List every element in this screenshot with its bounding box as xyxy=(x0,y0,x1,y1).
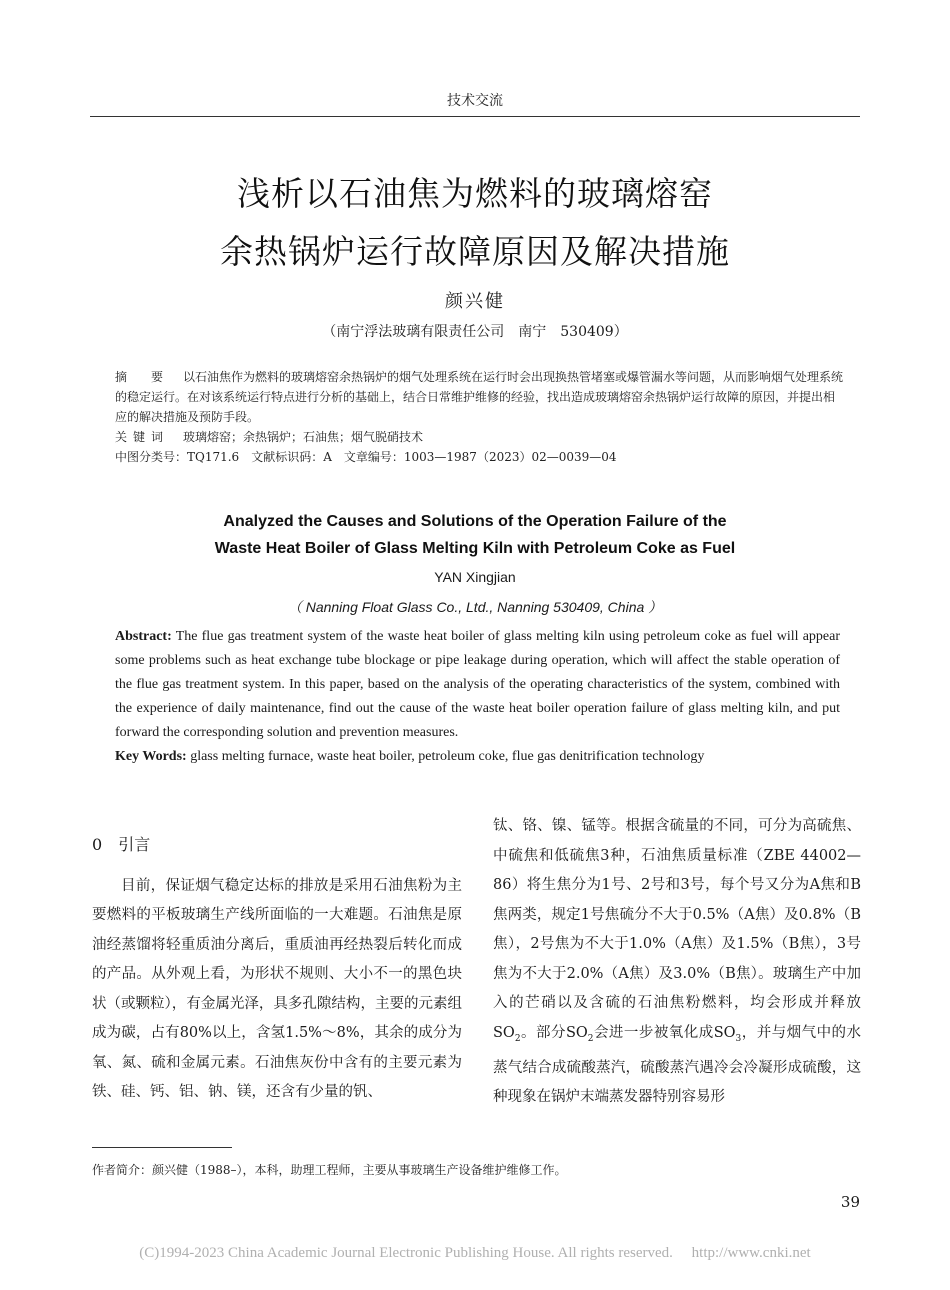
abstract-zh xyxy=(115,367,845,427)
right-text-b: 。部分 xyxy=(520,1024,566,1041)
abstract-en xyxy=(115,625,840,745)
abstract-en-block xyxy=(115,625,840,769)
intro-paragraph: 目前，保证烟气稳定达标的排放是采用石油焦粉为主要燃料的平板玻璃生产线所面临的一大难题。石油焦是原油经蒸馏将轻重质油分离后，重质油再经热裂后转化而成的产品。从外观上看，为形状不规则、大小不一的黑色块状（或颗粒），有金属光泽，具多孔隙结构，主要的元素组成为碳，占有80%以上，含氢1.5%～8%，其余的成分为氧、氮、硫和金属元素。石油焦灰份中含有的主要元素为铁、硅、钙、铝、钠、镁，还含有少量的钒、 xyxy=(92,877,462,1100)
section-header: 技术交流 xyxy=(447,93,503,109)
keywords-en-text: glass melting furnace, waste heat boiler, petroleum coke, flue gas denitrification technology xyxy=(190,749,705,764)
abstract-en-text: The flue gas treatment system of the waste heat boiler of glass melting kiln using petroleum coke as fuel will appear some problems such as heat exchange tube blockage or pipe leakage during operation, which will affect the stable operation of the flue gas treatment system. In this paper, based on the analysis of the operating characteristics of the system, combined with the experience of daily maintenance, find out the cause of the waste heat boiler operation failure of glass melting kiln, and put forward the corresponding solution and prevention measures. xyxy=(115,629,841,740)
header-divider xyxy=(90,116,860,117)
so2-formula-a: $SO_2$ xyxy=(493,1024,521,1044)
abstract-zh-block xyxy=(115,367,845,467)
keywords-zh-label: 关键词 xyxy=(115,430,170,444)
author-en: YAN Xingjian xyxy=(434,569,516,585)
copyright-watermark: (C)1994-2023 China Academic Journal Electronic Publishing House. All rights reserved. http://www.cnki.net xyxy=(139,1245,811,1261)
section-title: 引言 xyxy=(118,835,151,854)
page-number: 39 xyxy=(840,1193,860,1211)
so3-formula: $SO_3$ xyxy=(713,1024,742,1044)
affiliation-en: （ Nanning Float Glass Co., Ltd., Nanning 530409, China ） xyxy=(287,599,663,615)
section-heading xyxy=(92,830,462,860)
author-zh: 颜兴健 xyxy=(445,291,505,312)
title-en-line2: Waste Heat Boiler of Glass Melting Kiln with Petroleum Coke as Fuel xyxy=(214,540,736,557)
right-text-a: 钛、铬、镍、锰等。根据含硫量的不同，可分为高硫焦、中硫焦和低硫焦3种，石油焦质量标准（ZBE 44002—86）将生焦分为1号、2号和3号，每个号又分为A焦和B焦两类，规定1号焦硫分不大于0.5%（A焦）及0.8%（B焦），2号焦为不大于1.0%（A焦）及1.5%（B焦），3号焦为不大于2.0%（A焦）及3.0%（B焦）。玻璃生产中加入的芒硝以及含硫的石油焦粉燃料，均会形成并释放 xyxy=(493,818,861,1011)
right-text-c: 会进一步被氧化成 xyxy=(593,1024,714,1041)
author-footnote: 作者简介：颜兴健（1988–），本科，助理工程师，主要从事玻璃生产设备维护维修工作。 xyxy=(92,1163,567,1177)
title-en-line1: Analyzed the Causes and Solutions of the Operation Failure of the xyxy=(223,513,727,530)
classification-line: 中图分类号：TQ171.6 文献标识码：A 文章编号：1003—1987（2023）02—0039—04 xyxy=(115,450,617,464)
affiliation-zh: （南宁浮法玻璃有限责任公司 南宁 530409） xyxy=(322,324,628,340)
abstract-zh-label: 摘 要 xyxy=(115,370,170,384)
so2-formula-b: $SO_2$ xyxy=(565,1024,594,1044)
keywords-en-label: Key Words: xyxy=(115,749,187,764)
right-text-d: ，并与烟气中的水蒸气结合成硫酸蒸汽，硫酸蒸汽遇冷会冷凝形成硫酸，这种现象在锅炉末端蒸发器特别容易形 xyxy=(493,1024,862,1106)
title-zh-line2: 余热锅炉运行故障原因及解决措施 xyxy=(220,232,730,271)
abstract-en-label: Abstract: xyxy=(115,629,172,644)
right-paragraph xyxy=(493,812,861,1113)
abstract-zh-text: 以石油焦作为燃料的玻璃熔窑余热锅炉的烟气处理系统在运行时会出现换热管堵塞或爆管漏水等问题，从而影响烟气处理系统的稳定运行。在对该系统运行特点进行分析的基础上，结合日常维护维修的经验，找出造成玻璃熔窑余热锅炉运行故障的原因，并提出相应的解决措施及预防手段。 xyxy=(115,370,844,424)
right-column xyxy=(493,812,861,1113)
keywords-en xyxy=(115,745,840,769)
keywords-zh xyxy=(115,427,845,447)
title-zh-line1: 浅析以石油焦为燃料的玻璃熔窑 xyxy=(237,174,713,213)
keywords-zh-text: 玻璃熔窑；余热锅炉；石油焦；烟气脱硝技术 xyxy=(183,430,424,444)
footnote-divider xyxy=(92,1147,232,1148)
section-number: 0 xyxy=(92,835,103,854)
left-column xyxy=(92,830,462,1108)
